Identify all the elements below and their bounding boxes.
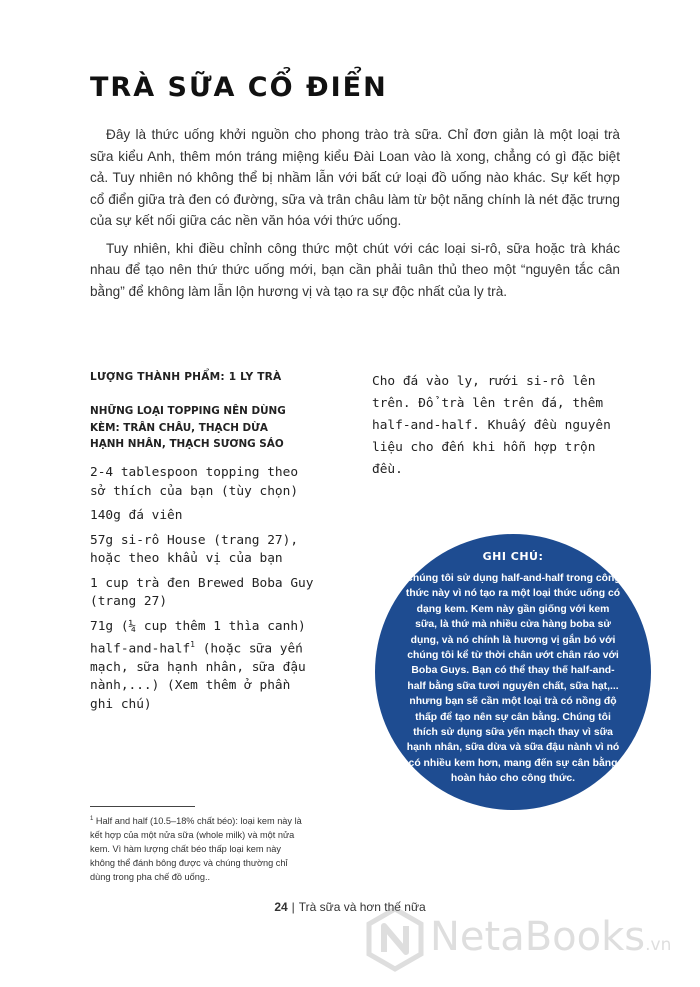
footer-separator: | — [291, 900, 295, 914]
ingredient-item: 1 cup trà đen Brewed Boba Guy (trang 27) — [90, 575, 314, 609]
watermark-brand: NetaBooks — [430, 914, 646, 960]
intro-paragraph: Đây là thức uống khởi nguồn cho phong trào trà sữa. Chỉ đơn giản là một loại trà sữa kiểu Anh, thêm món tráng miệng kiểu Đài Loan vào là xong, chẳng có gì đặc biệt cả. Tuy nhiên nó không thể bị nhầm lẫn với bất cứ loại đồ uống nào khác. Sự kết hợp cổ điển giữa trà đen có đường, sữa và trân châu làm từ bột năng chính là nét đặc trưng của sự kết nối giữa các nền văn hóa với thức uống. — [90, 127, 620, 228]
note-title: GHI CHÚ: — [482, 550, 544, 563]
watermark-text — [430, 914, 671, 960]
ingredient-item — [90, 618, 315, 715]
note-body: Chúng tôi sử dụng half-and-half trong công thức này vì nó tạo ra một loại thức uống có dạng kem. Kem này gần giống với kem sữa, là thứ mà nhiều cửa hàng boba sử dụng, và nó chính là hương vị gắn bó với chúng tôi kể từ thời chân ướt chân ráo với Boba Guys. Bạn có thể thay thế half-and-half bằng sữa tươi nguyên chất, sữa hạt,... nhưng bạn sẽ cần một loại trà có nồng độ thấp để tạo nên sự cân bằng. Chúng tôi thích sử dụng sữa yến mạch thay vì sữa hạnh nhân, sữa dừa và sữa đậu nành vì nó có nhiều kem hơn, mang đến sự cân bằng hoàn hảo cho công thức. — [405, 573, 621, 785]
footnote-text: Half and half (10.5–18% chất béo): loại kem này là kết hợp của một nửa sữa (whole milk) và một nửa kem. Vì hàm lượng chất béo thấp loại kem này không thể đánh bông được và chúng thường chỉ dùng trong pha chế đồ uống.. — [90, 816, 302, 883]
yield-label: LƯỢNG THÀNH PHẨM: 1 LY TRÀ — [90, 371, 282, 383]
book-title: Trà sữa và hơn thế nữa — [298, 900, 426, 914]
footnote-ref: 1 — [190, 640, 195, 649]
ingredient-text: 71g (¼ cup thêm 1 thìa canh) half-and-half — [90, 618, 306, 657]
footnote — [90, 812, 308, 884]
page-number: 24 — [274, 900, 288, 914]
footnote-divider — [90, 806, 195, 807]
ingredient-list — [90, 464, 315, 720]
topping-heading: NHỮNG LOẠI TOPPING NÊN DÙNG KÈM: TRÂN CHÂU, THẠCH DỪA HẠNH NHÂN, THẠCH SƯƠNG SÁO — [90, 405, 286, 450]
instructions-text: Cho đá vào ly, rưới si-rô lên trên. Đổ trà lên trên đá, thêm half-and-half. Khuấy đều nguyên liệu cho đến khi hỗn hợp trộn đều. — [372, 374, 611, 477]
watermark-suffix: .vn — [645, 935, 672, 955]
netabooks-logo-icon — [362, 906, 428, 972]
footnote-marker: 1 — [90, 816, 94, 822]
page-title: TRÀ SỮA CỔ ĐIỂN — [90, 72, 388, 103]
ingredient-item: 57g si-rô House (trang 27), hoặc theo khẩu vị của bạn — [90, 532, 299, 566]
watermark — [362, 906, 692, 976]
intro-text — [90, 124, 620, 308]
ingredient-text: (hoặc sữa yến mạch, sữa hạnh nhân, sữa đậu nành,...) (Xem thêm ở phần ghi chú) — [90, 641, 306, 712]
ingredient-item: 140g đá viên — [90, 508, 183, 523]
intro-paragraph: Tuy nhiên, khi điều chỉnh công thức một chút với các loại si-rô, sữa hoặc trà khác nhau để tạo nên thứ thức uống mới, bạn cần phải tuân thủ theo một “nguyên tắc cân bằng” để không làm lẫn lộn hương vị và tạo ra sự độc nhất của ly trà. — [90, 240, 620, 299]
ingredient-item: 2-4 tablespoon topping theo sở thích của bạn (tùy chọn) — [90, 465, 299, 499]
note-circle — [375, 534, 651, 810]
